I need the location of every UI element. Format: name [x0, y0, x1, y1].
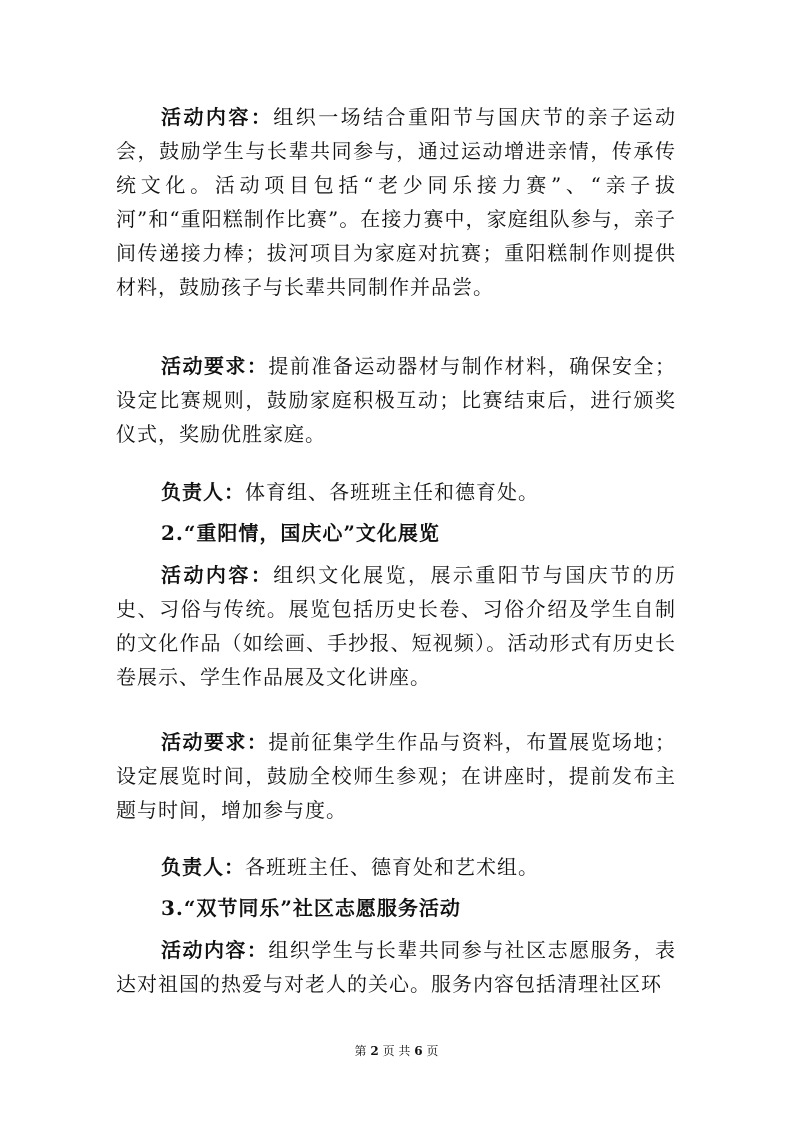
paragraph-activity-content-1 [116, 100, 676, 304]
text-responsible: 体育组、各班班主任和德育处。 [245, 480, 539, 504]
paragraph-responsible-2 [116, 850, 676, 884]
label-activity-content: 活动内容： [161, 938, 269, 962]
footer-suffix: 页 [426, 1044, 439, 1058]
page-footer [0, 1042, 793, 1059]
current-page-number: 2 [370, 1044, 379, 1058]
label-activity-content: 活动内容： [161, 563, 274, 587]
paragraph-activity-requirements-2 [116, 725, 676, 827]
section-heading-3: 3.“双节同乐”社区志愿服务活动 [161, 896, 461, 920]
paragraph-activity-content-2 [116, 558, 676, 694]
text-activity-requirements: 提前征集学生作品与资料，布置展览场地；设定展览时间，鼓励全校师生参观；在讲座时，提前发布主题与时间，增加参与度。 [116, 730, 677, 822]
label-activity-content: 活动内容： [161, 105, 274, 129]
label-responsible: 负责人： [161, 855, 245, 879]
paragraph-responsible-1 [116, 475, 676, 509]
label-activity-requirements: 活动要求： [161, 730, 269, 754]
text-activity-content: 组织文化展览，展示重阳节与国庆节的历史、习俗与传统。展览包括历史长卷、习俗介绍及学生自制的文化作品（如绘画、手抄报、短视频）。活动形式有历史长卷展示、学生作品展及文化讲座。 [116, 563, 677, 689]
text-responsible: 各班班主任、德育处和艺术组。 [245, 855, 539, 879]
section-heading-2: 2.“重阳情，国庆心”文化展览 [161, 521, 440, 545]
paragraph-activity-requirements-1 [116, 349, 676, 451]
paragraph-activity-content-3 [116, 933, 676, 1001]
text-activity-content: 组织学生与长辈共同参与社区志愿服务，表达对祖国的热爱与对老人的关心。服务内容包括清理社区环 [116, 938, 677, 996]
label-activity-requirements: 活动要求： [161, 354, 269, 378]
text-activity-content: 组织一场结合重阳节与国庆节的亲子运动会，鼓励学生与长辈共同参与，通过运动增进亲情，传承传统文化。活动项目包括“老少同乐接力赛”、“亲子拔河”和“重阳糕制作比赛”。在接力赛中，家庭组队参与，亲子间传递接力棒；拔河项目为家庭对抗赛；重阳糕制作则提供材料，鼓励孩子与长辈共同制作并品尝。 [116, 105, 677, 299]
total-page-number: 6 [414, 1044, 423, 1058]
footer-middle: 页 共 [382, 1044, 411, 1058]
footer-prefix: 第 [354, 1044, 367, 1058]
label-responsible: 负责人： [161, 480, 245, 504]
text-activity-requirements: 提前准备运动器材与制作材料，确保安全；设定比赛规则，鼓励家庭积极互动；比赛结束后，进行颁奖仪式，奖励优胜家庭。 [116, 354, 677, 446]
